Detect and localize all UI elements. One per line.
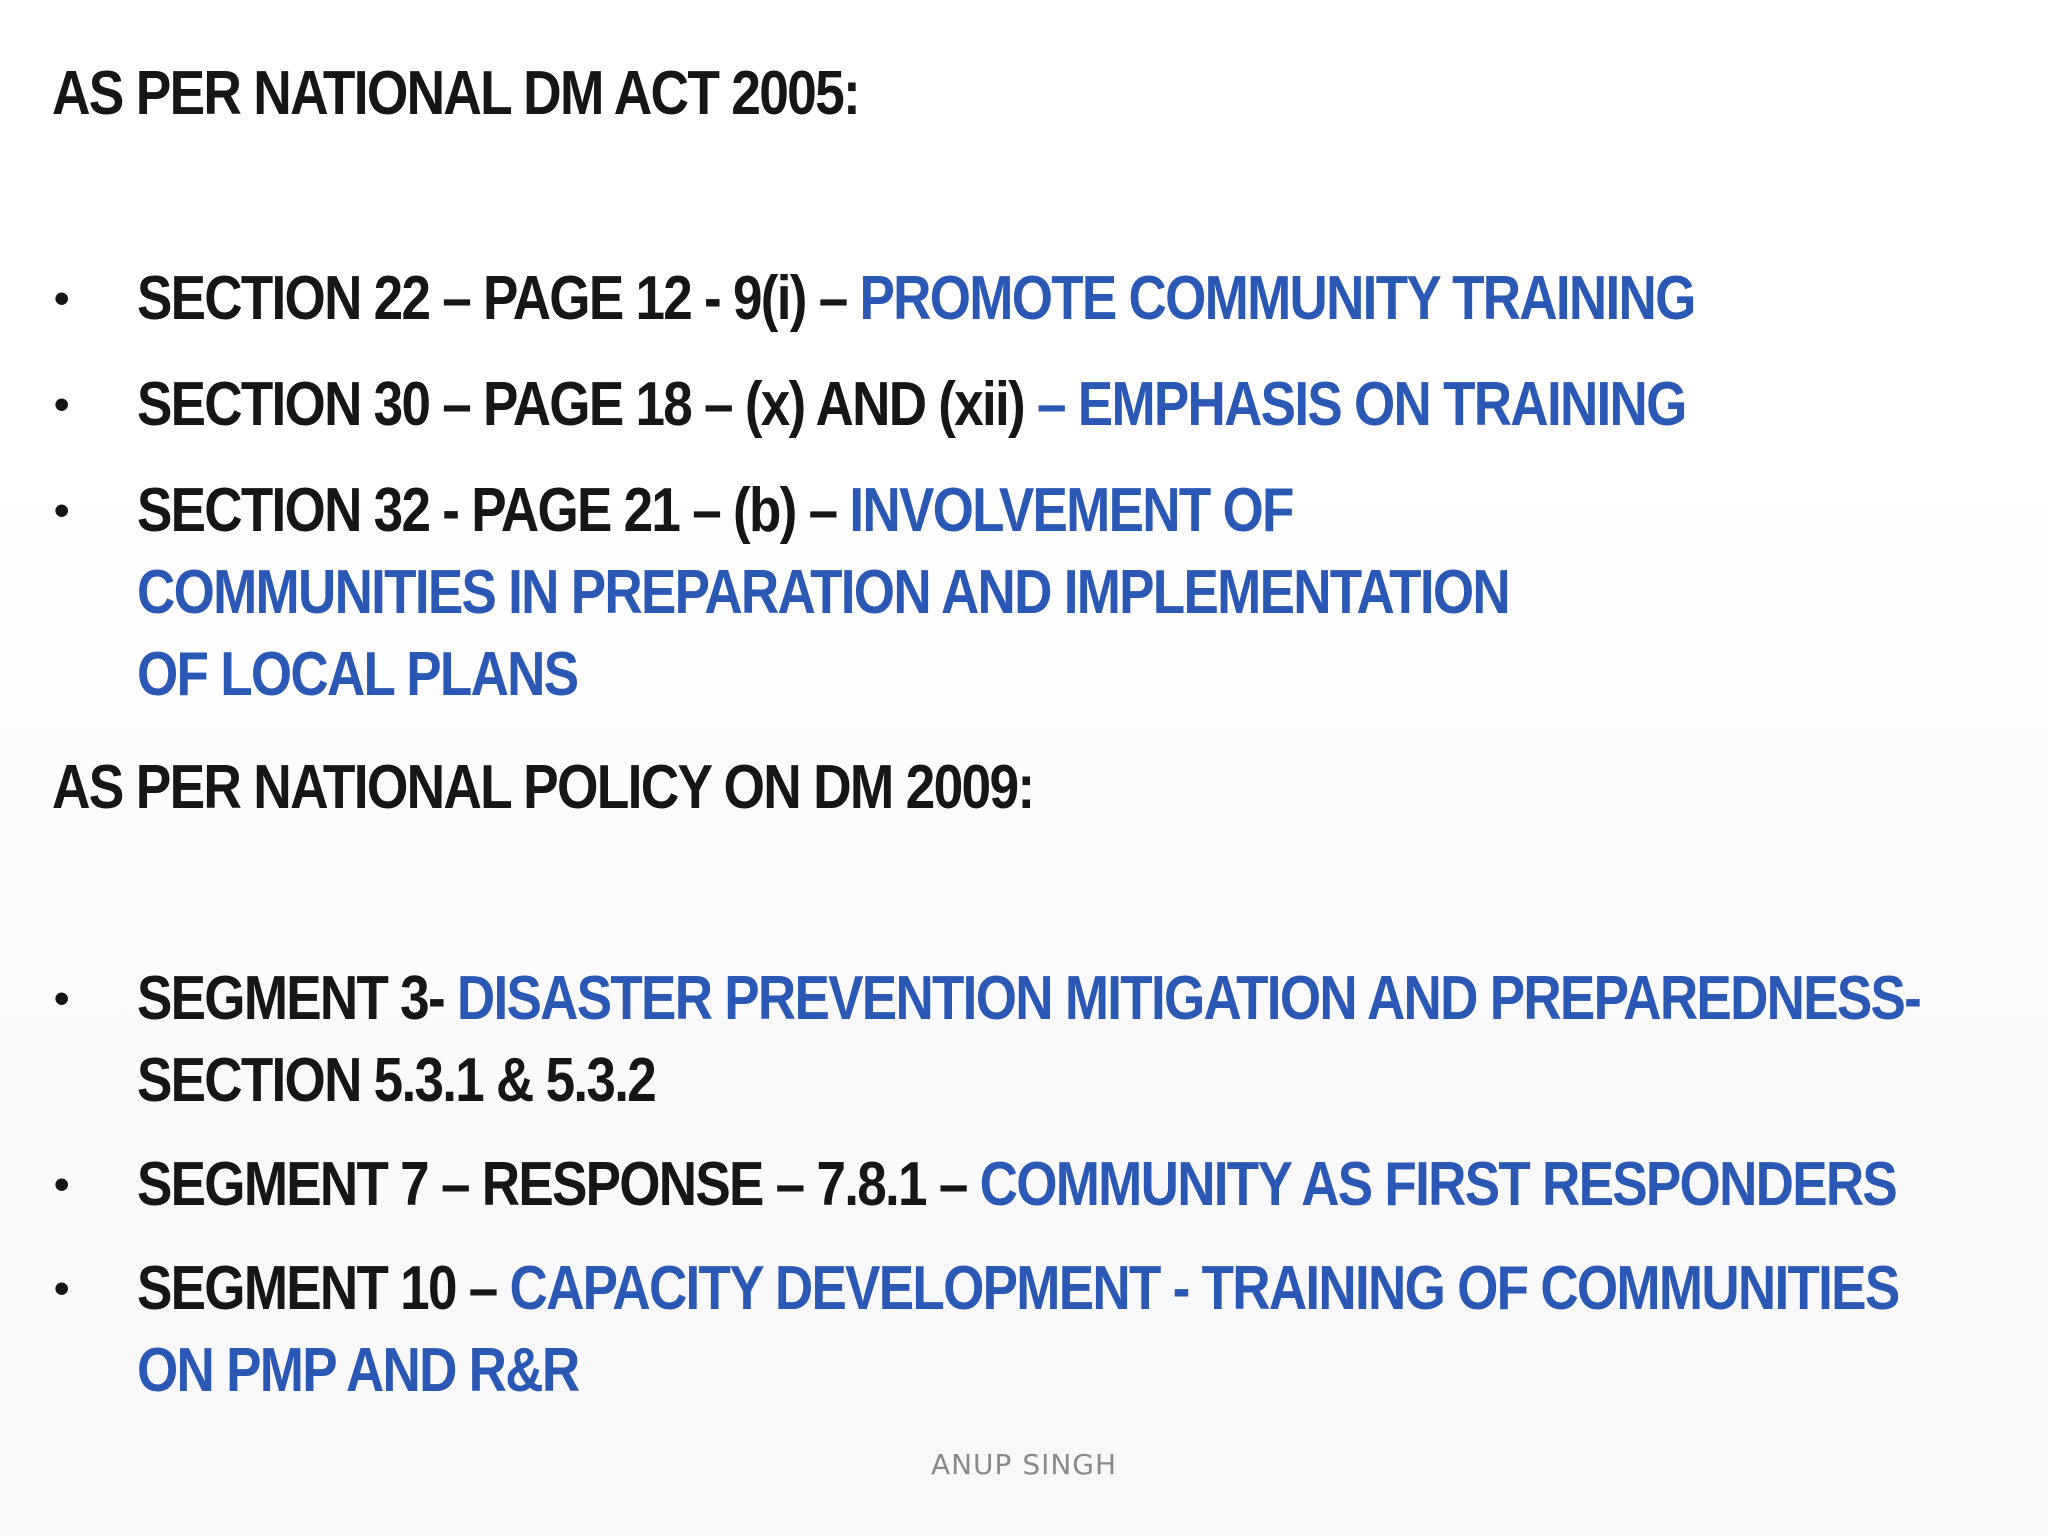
list-item (0, 258, 2048, 340)
item-highlight: – EMPHASIS ON TRAINING (1037, 370, 1686, 439)
list-item (0, 958, 2048, 1122)
list-item (0, 364, 2048, 446)
item-reference: SEGMENT 10 – (137, 1254, 510, 1323)
item-highlight: INVOLVEMENT OF COMMUNITIES IN PREPARATION AND IMPLEMENTATION OF LOCAL PLANS (137, 476, 1509, 709)
bullet-icon: • (54, 1160, 68, 1209)
bullet-icon: • (54, 974, 68, 1023)
list-item (0, 470, 2048, 716)
item-highlight: COMMUNITY AS FIRST RESPONDERS (979, 1150, 1897, 1219)
policy-list (0, 958, 2048, 1434)
item-highlight: DISASTER PREVENTION MITIGATION AND PREPAREDNESS- (456, 964, 1921, 1033)
bullet-icon: • (54, 274, 68, 323)
item-highlight: PROMOTE COMMUNITY TRAINING (859, 264, 1695, 333)
item-reference: SECTION 32 - PAGE 21 – (b) – (137, 476, 850, 545)
item-reference: SECTION 22 – PAGE 12 - 9(i) – (137, 264, 860, 333)
bullet-icon: • (54, 1264, 68, 1313)
item-highlight: CAPACITY DEVELOPMENT - TRAINING OF COMMUNITIES ON PMP AND R&R (137, 1254, 1899, 1405)
list-item (0, 1248, 2048, 1412)
policy-heading: AS PER NATIONAL POLICY ON DM 2009: (52, 753, 1034, 822)
item-tail: SECTION 5.3.1 & 5.3.2 (137, 1046, 655, 1115)
item-reference: SEGMENT 3- (137, 964, 457, 1033)
bullet-icon: • (54, 380, 68, 429)
item-reference: SECTION 30 – PAGE 18 – (x) AND (xii) (137, 370, 1038, 439)
item-reference: SEGMENT 7 – RESPONSE – 7.8.1 – (137, 1150, 980, 1219)
act-list (0, 258, 2048, 740)
act-heading: AS PER NATIONAL DM ACT 2005: (52, 59, 860, 128)
list-item (0, 1144, 2048, 1226)
bullet-icon: • (54, 486, 68, 535)
footer-author: ANUP SINGH (930, 1448, 1118, 1481)
